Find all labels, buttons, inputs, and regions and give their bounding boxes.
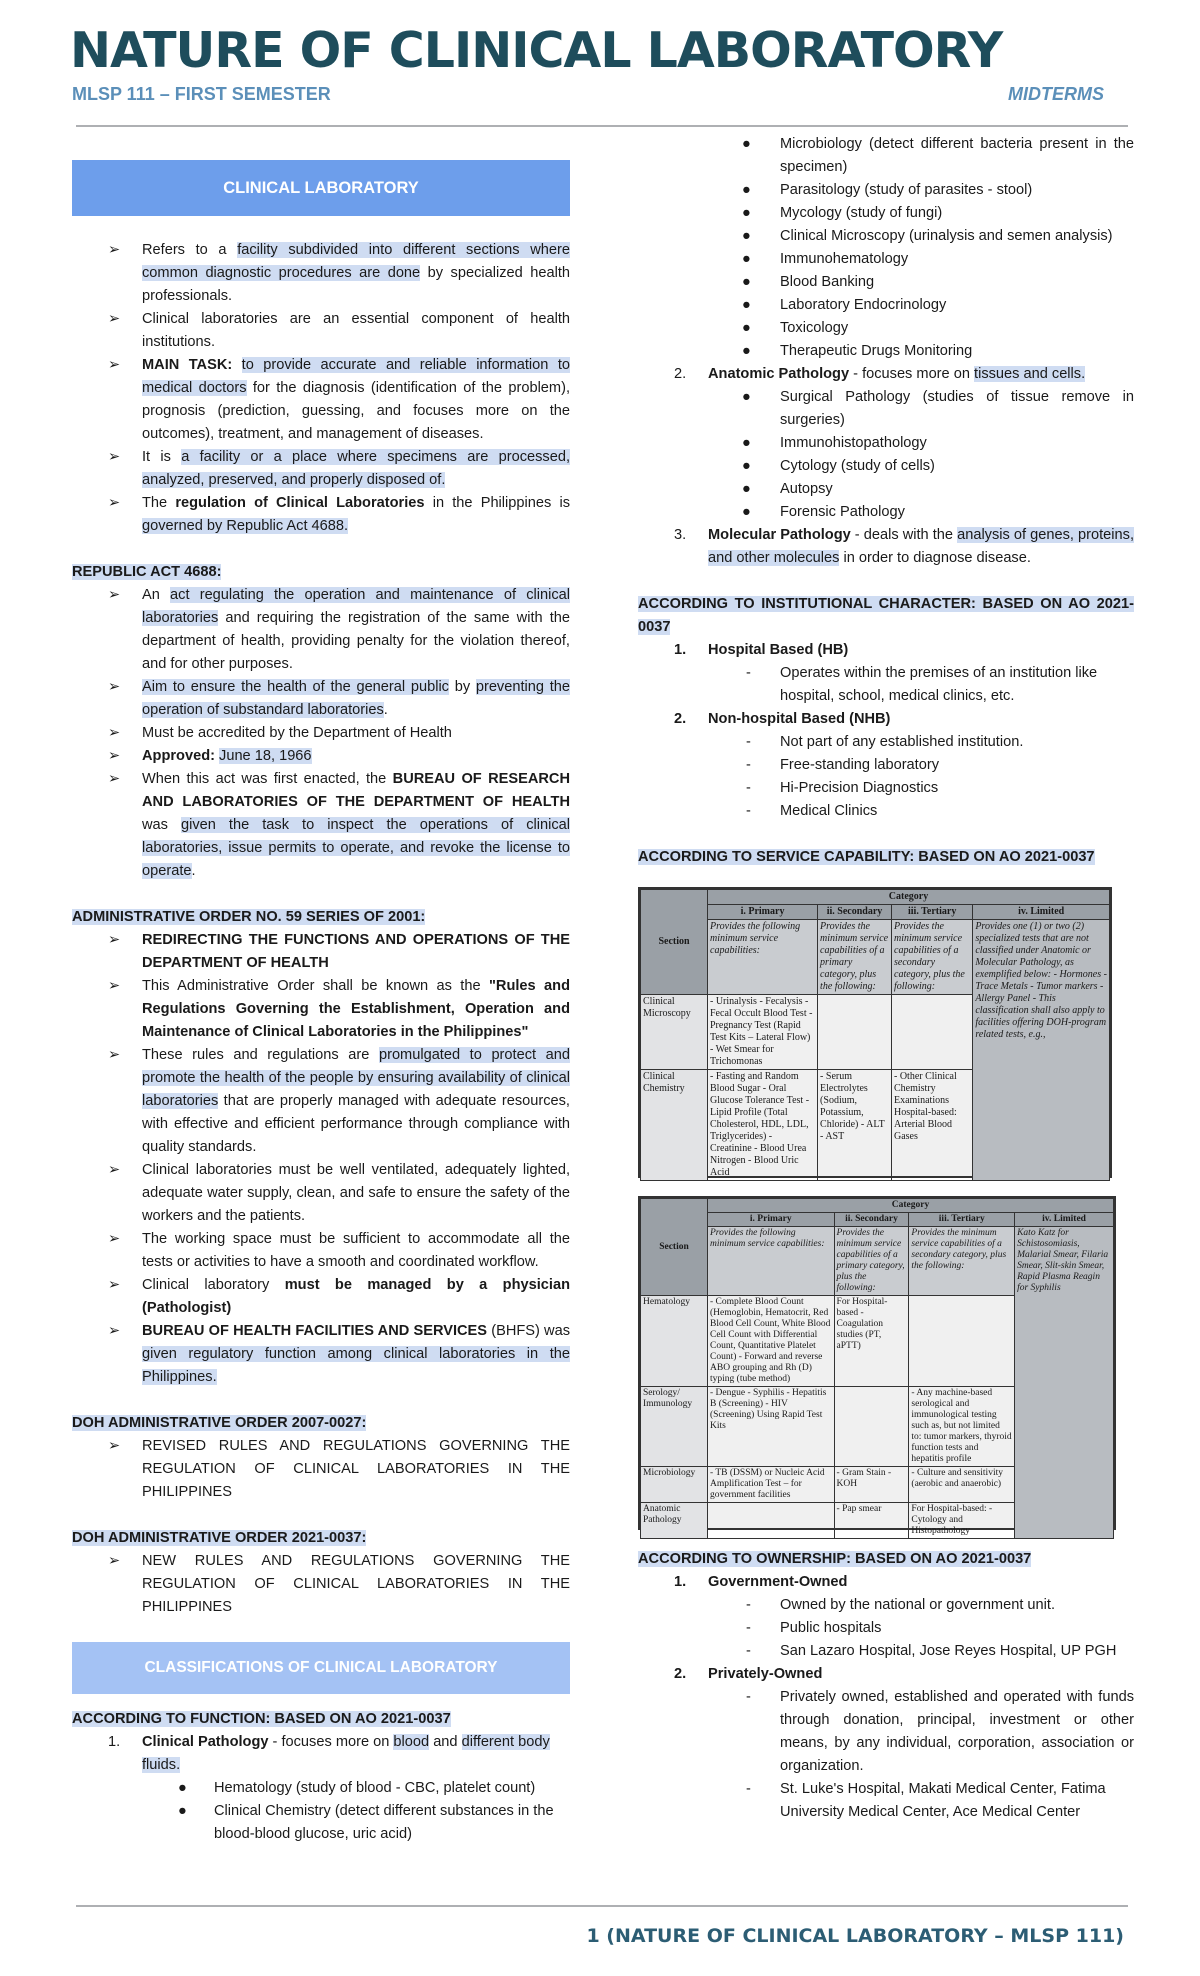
list-item: ● Laboratory Endocrinology	[742, 297, 947, 313]
section-heading: ACCORDING TO SERVICE CAPABILITY: BASED ON AO 2021-0037	[638, 849, 1095, 865]
list-item: 3. Molecular Pathology - deals with the analysis of genes, proteins, and other molecules in order to diagnose disease.	[674, 527, 1134, 566]
table-cell: Provides one (1) or two (2) specialized tests that are not classified under Anatomic or Molecular Pathology, as exemplified below: - Hormones - Trace Metals - Tumor markers - Allergy Panel - This classification shall also apply to facilities offering DOH-program related tests, e.g.,	[973, 920, 1110, 1181]
table-row: Microbiology - TB (DSSM) or Nucleic Acid Amplification Test – for government facilities - Gram Stain - KOH - Culture and sensitivity (aerobic and anaerobic)	[641, 1467, 1114, 1503]
table-row: Clinical Chemistry - Fasting and Random Blood Sugar - Oral Glucose Tolerance Test - Lipid Profile (Total Cholesterol, HDL, LDL, Triglycerides) - Creatinine - Blood Urea Nitrogen - Blood Uric Acid - Serum Electrolytes (Sodium, Potassium, Chloride) - ALT - AST - Other Clinical Chemistry Examinations Hospital-based: Arterial Blood Gases	[641, 1070, 1110, 1181]
list-item: 2. Non-hospital Based (NHB)	[674, 711, 891, 727]
list-item: ● Forensic Pathology	[742, 504, 905, 520]
list-item: - Public hospitals	[746, 1620, 882, 1636]
list-item: 1. Clinical Pathology - focuses more on blood and different body fluids.	[108, 1734, 550, 1773]
list-item: ➢ The working space must be sufficient to accommodate all the tests or activities to have a smooth and coordinated workflow.	[108, 1231, 570, 1270]
list-item: ● Blood Banking	[742, 274, 875, 290]
service-capability-table-1	[638, 887, 1112, 1178]
list-item: ● Immunohematology	[742, 251, 909, 267]
footer-rule	[76, 1905, 1128, 1907]
table-col-header: iii. Tertiary	[909, 1213, 1015, 1227]
list-item: ➢ Clinical laboratories must be well ventilated, adequately lighted, adequate water supply, clean, and safe to ensure the safety of the workers and the patients.	[108, 1162, 570, 1224]
list-item: - Medical Clinics	[746, 803, 878, 819]
section-heading: ACCORDING TO FUNCTION: BASED ON AO 2021-0037	[72, 1711, 451, 1727]
list-item: ➢ This Administrative Order shall be known as the "Rules and Regulations Governing the Establishment, Operation and Maintenance of Clinical Laboratories in the Philippines"	[108, 978, 570, 1040]
table-cell: Provides the minimum service capabilities of a primary category, plus the following:	[818, 920, 892, 995]
table-header-section: Section	[641, 890, 708, 995]
list-item: ➢ NEW RULES AND REGULATIONS GOVERNING THE REGULATION OF CLINICAL LABORATORIES IN THE PHILIPPINES	[108, 1553, 570, 1615]
list-item: ➢ These rules and regulations are promulgated to protect and promote the health of the people by ensuring availability of clinical laboratories that are properly managed with adequate resources, with effective and efficient performance through compliance with quality standards.	[108, 1047, 570, 1155]
list-item: ➢ The regulation of Clinical Laboratories in the Philippines is governed by Republic Act 4688.	[108, 495, 571, 534]
table-header-category: Category	[708, 890, 1110, 905]
list-item: ➢ Aim to ensure the health of the general public by preventing the operation of substandard laboratories.	[108, 679, 570, 718]
list-item: 1. Hospital Based (HB)	[674, 642, 849, 658]
table-header-category: Category	[708, 1199, 1114, 1213]
list-item: ➢ Clinical laboratories are an essential component of health institutions.	[108, 311, 570, 350]
list-item: ● Clinical Chemistry (detect different substances in the blood-blood glucose, uric acid)	[178, 1803, 554, 1842]
section-heading: ACCORDING TO OWNERSHIP: BASED ON AO 2021-0037	[638, 1551, 1032, 1567]
list-item: ● Parasitology (study of parasites - stool)	[742, 182, 1033, 198]
list-item: ● Microbiology (detect different bacteria present in the specimen)	[742, 136, 1134, 175]
list-item: ➢ An act regulating the operation and maintenance of clinical laboratories and requiring the registration of the same with the department of health, providing penalty for the violation thereof, and for other purposes.	[108, 587, 570, 672]
section-heading: ACCORDING TO INSTITUTIONAL CHARACTER: BASED ON AO 2021-0037	[638, 596, 1134, 635]
list-item: 2. Anatomic Pathology - focuses more on tissues and cells.	[674, 366, 1086, 382]
list-item: ➢ MAIN TASK: to provide accurate and reliable information to medical doctors for the diagnosis (identification of the problem), prognosis (prediction, guessing, and focuses more on the outcomes), treatment, and management of diseases.	[108, 357, 570, 442]
list-item: ● Immunohistopathology	[742, 435, 927, 451]
list-item: ● Surgical Pathology (studies of tissue remove in surgeries)	[742, 389, 1134, 428]
list-item: ➢ BUREAU OF HEALTH FACILITIES AND SERVICES (BHFS) was given regulatory function among clinical laboratories in the Philippines.	[108, 1323, 571, 1385]
section-heading: REPUBLIC ACT 4688:	[72, 564, 222, 580]
list-item: ➢ Must be accredited by the Department of Health	[108, 725, 452, 741]
section-heading: DOH ADMINISTRATIVE ORDER 2021-0037:	[72, 1530, 367, 1546]
section-heading: DOH ADMINISTRATIVE ORDER 2007-0027:	[72, 1415, 367, 1431]
table-cell: Provides the minimum service capabilities of a secondary category, plus the following:	[909, 1227, 1015, 1296]
table-row: Hematology - Complete Blood Count (Hemoglobin, Hematocrit, Red Blood Cell Count, White Blood Cell Count with Differential Count, Quantitative Platelet Count) - Forward and reverse ABO grouping and Rh (D) typing (tube method) For Hospital-based - Coagulation studies (PT, aPTT)	[641, 1296, 1114, 1387]
list-item: ➢ Approved: June 18, 1966	[108, 748, 312, 764]
table-header-section: Section	[641, 1199, 708, 1296]
table-cell: Kato Katz for Schistosomiasis, Malarial Smear, Filaria Smear, Slit-skin Smear, Rapid Plasma Reagin for Syphilis	[1015, 1227, 1114, 1539]
list-item: ➢ It is a facility or a place where specimens are processed, analyzed, preserved, and properly disposed of.	[108, 449, 571, 488]
list-item: - Owned by the national or government unit.	[746, 1597, 1056, 1613]
table-cell: Provides the following minimum service capabilities:	[708, 920, 818, 995]
term-label: MIDTERMS	[1008, 84, 1104, 104]
table-col-header: ii. Secondary	[818, 905, 892, 920]
table-cell: Provides the minimum service capabilities of a secondary category, plus the following:	[892, 920, 973, 995]
list-item: ● Clinical Microscopy (urinalysis and semen analysis)	[742, 228, 1113, 244]
table-row: Clinical Microscopy - Urinalysis - Fecalysis - Fecal Occult Blood Test - Pregnancy Test (Rapid Test Kits – Lateral Flow) - Wet Smear for Trichomonas	[641, 995, 1110, 1070]
list-item: ● Mycology (study of fungi)	[742, 205, 943, 221]
list-item: ● Hematology (study of blood - CBC, platelet count)	[178, 1780, 536, 1796]
list-item: ● Toxicology	[742, 320, 849, 336]
course-label: MLSP 111 – FIRST SEMESTER	[72, 84, 331, 104]
list-item: - San Lazaro Hospital, Jose Reyes Hospital, UP PGH	[746, 1643, 1117, 1659]
table-row: Anatomic Pathology - Pap smear For Hospital-based: - Cytology and Histopathology	[641, 1503, 1114, 1539]
left-column	[72, 160, 570, 1846]
list-item: - St. Luke's Hospital, Makati Medical Center, Fatima University Medical Center, Ace Medical Center	[746, 1781, 1106, 1820]
page-footer: 1 (NATURE OF CLINICAL LABORATORY – MLSP 111)	[586, 1925, 1124, 1947]
header-rule	[76, 125, 1128, 127]
banner-classifications: CLASSIFICATIONS OF CLINICAL LABORATORY	[72, 1642, 570, 1694]
page-title: NATURE OF CLINICAL LABORATORY	[70, 22, 1003, 79]
list-item: ➢ REDIRECTING THE FUNCTIONS AND OPERATIONS OF THE DEPARTMENT OF HEALTH	[108, 932, 570, 971]
banner-clinical-laboratory: CLINICAL LABORATORY	[72, 160, 570, 216]
right-column	[638, 133, 1134, 1824]
list-item: - Not part of any established institution.	[746, 734, 1024, 750]
table-col-header: iv. Limited	[1015, 1213, 1114, 1227]
table-col-header: i. Primary	[708, 905, 818, 920]
table-col-header: ii. Secondary	[834, 1213, 909, 1227]
table-row: Serology/ Immunology - Dengue - Syphilis - Hepatitis B (Screening) - HIV (Screening) Using Rapid Test Kits - Any machine-based serological and immunological testing such as, but not limited to: tumor markers, thyroid function tests and hepatitis profile	[641, 1387, 1114, 1467]
list-item: ● Cytology (study of cells)	[742, 458, 935, 474]
table-col-header: iv. Limited	[973, 905, 1110, 920]
list-item: - Hi-Precision Diagnostics	[746, 780, 939, 796]
table-col-header: iii. Tertiary	[892, 905, 973, 920]
list-item: ➢ Refers to a facility subdivided into different sections where common diagnostic procedures are done by specialized health professionals.	[108, 242, 570, 304]
list-item: - Free-standing laboratory	[746, 757, 939, 773]
list-item: - Privately owned, established and operated with funds through donation, principal, investment or other means, by any individual, corporation, association or organization.	[746, 1689, 1134, 1774]
list-item: 2. Privately-Owned	[674, 1666, 823, 1682]
list-item: ● Therapeutic Drugs Monitoring	[742, 343, 973, 359]
list-item: 1. Government-Owned	[674, 1574, 848, 1590]
section-heading: ADMINISTRATIVE ORDER NO. 59 SERIES OF 2001:	[72, 909, 426, 925]
table-col-header: i. Primary	[708, 1213, 835, 1227]
table-cell: Provides the minimum service capabilities of a primary category, plus the following:	[834, 1227, 909, 1296]
list-item: ● Autopsy	[742, 481, 833, 497]
list-item: - Operates within the premises of an institution like hospital, school, medical clinics, etc.	[746, 665, 1098, 704]
list-item: ➢ When this act was first enacted, the BUREAU OF RESEARCH AND LABORATORIES OF THE DEPARTMENT OF HEALTH was given the task to inspect the operations of clinical laboratories, issue permits to operate, and revoke the license to operate.	[108, 771, 570, 879]
list-item: ➢ REVISED RULES AND REGULATIONS GOVERNING THE REGULATION OF CLINICAL LABORATORIES IN THE PHILIPPINES	[108, 1438, 570, 1500]
service-capability-table-2	[638, 1196, 1116, 1536]
table-cell: Provides the following minimum service capabilities:	[708, 1227, 835, 1296]
list-item: ➢ Clinical laboratory must be managed by a physician (Pathologist)	[108, 1277, 570, 1316]
